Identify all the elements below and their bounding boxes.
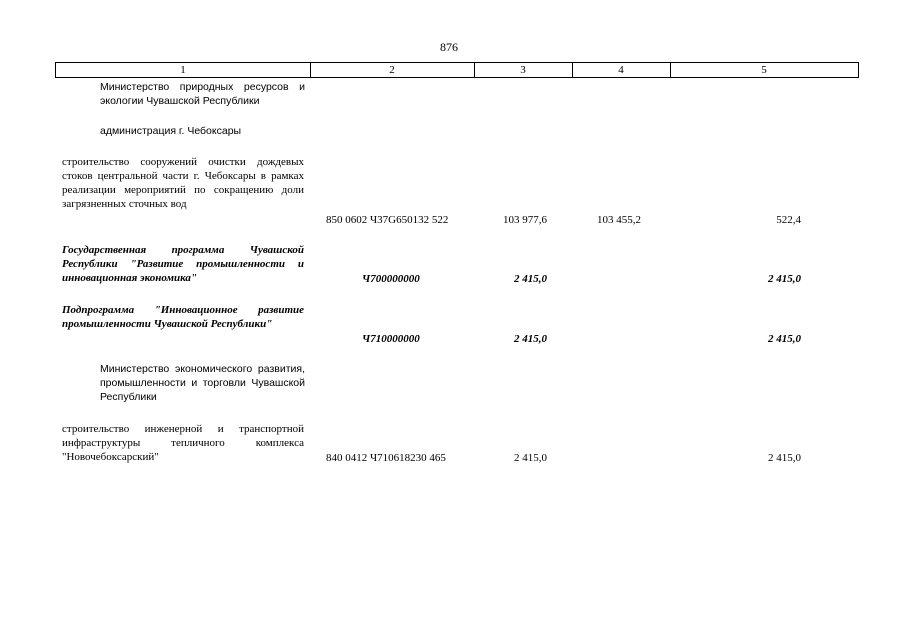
header-col-4: 4: [618, 64, 624, 76]
storm-water-col3: 103 977,6: [503, 214, 547, 226]
storm-water-name: строительство сооружений очистки дождевых стоков центральной части г. Чебоксары в рамках реализации мероприятий по сокращению доли загрязненных сточных вод: [62, 156, 304, 210]
greenhouse-code: 840 0412 Ч710618230 465: [326, 452, 446, 464]
state-program-col3: 2 415,0: [514, 273, 547, 285]
state-program-code: Ч700000000: [362, 273, 420, 285]
greenhouse-name: строительство инженерной и транспортной инфраструктуры тепличного комплекса "Новочебоксарский": [62, 423, 304, 463]
storm-water-code: 850 0602 Ч37G650132 522: [326, 214, 449, 226]
subprogram-name: Подпрограмма "Инновационное развитие промышленности Чувашской Республики": [62, 304, 304, 330]
state-program-col5: 2 415,0: [768, 273, 801, 285]
header-col-5: 5: [761, 64, 767, 76]
greenhouse-col5: 2 415,0: [768, 452, 801, 464]
ministry-nature-label: Министерство природных ресурсов и экологии Чувашской Республики: [100, 81, 305, 107]
page-number: 876: [440, 40, 458, 54]
header-col-3: 3: [520, 64, 526, 76]
ministry-economy-label: Министерство экономического развития, промышленности и торговли Чувашской Республики: [100, 363, 305, 403]
subprogram-col3: 2 415,0: [514, 333, 547, 345]
header-col-1: 1: [180, 64, 186, 76]
subprogram-code: Ч710000000: [362, 333, 420, 345]
column-header-row: [55, 62, 859, 78]
state-program-name: Государственная программа Чувашской Республики "Развитие промышленности и инновационная экономика": [62, 244, 304, 284]
admin-cheboksary-label: администрация г. Чебоксары: [100, 125, 242, 137]
greenhouse-col3: 2 415,0: [514, 452, 547, 464]
header-col-2: 2: [389, 64, 395, 76]
subprogram-col5: 2 415,0: [768, 333, 801, 345]
storm-water-col5: 522,4: [776, 214, 801, 226]
storm-water-col4: 103 455,2: [597, 214, 641, 226]
